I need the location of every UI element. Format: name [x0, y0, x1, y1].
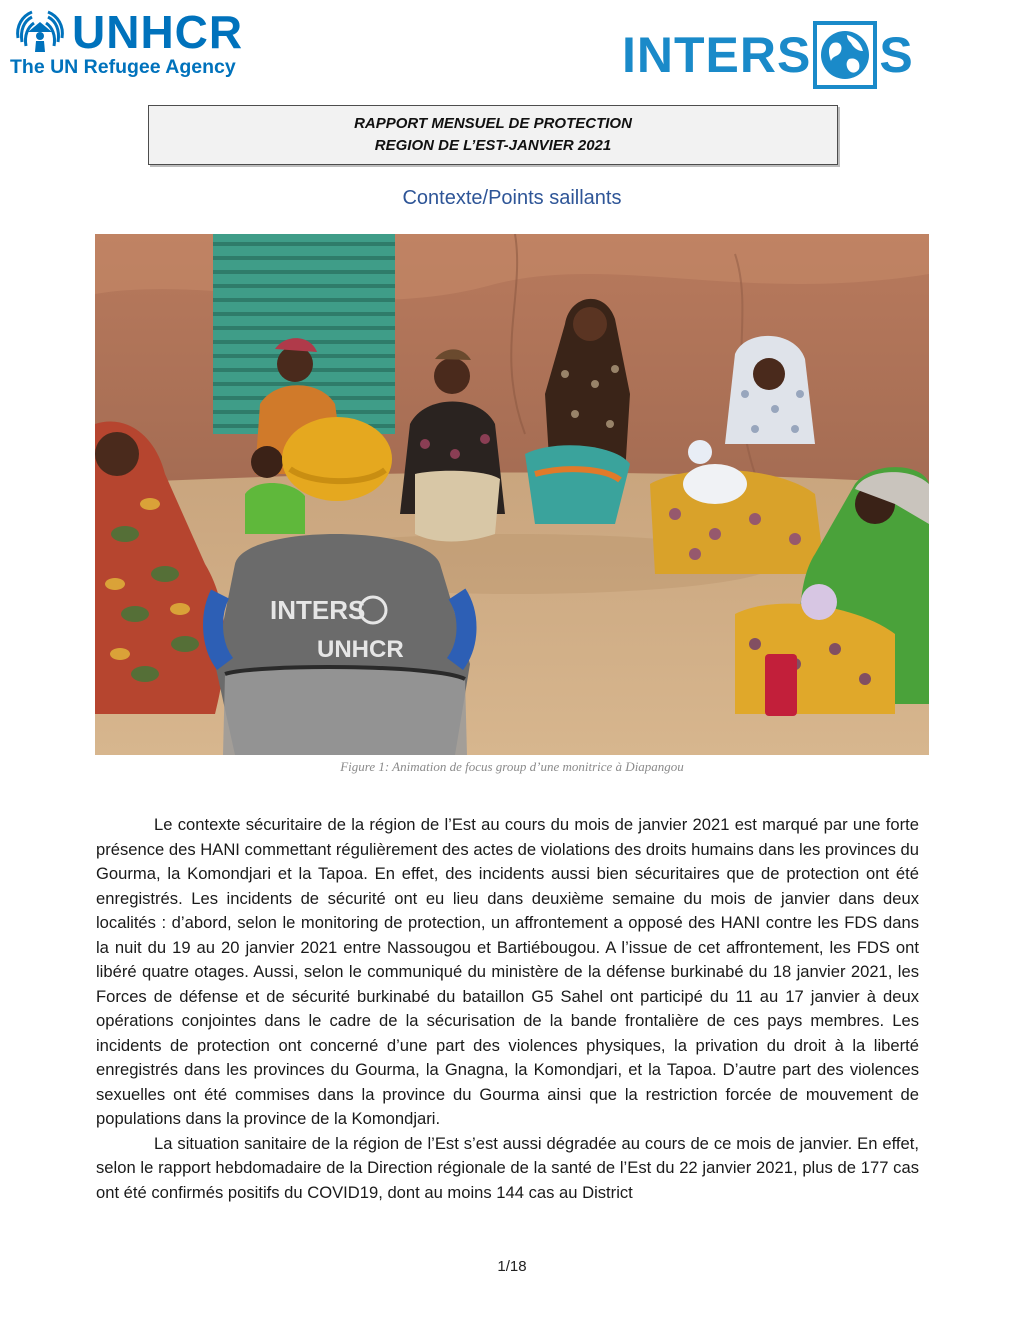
report-title-box: [148, 105, 838, 165]
vest-unhcr-text: UNHCR: [317, 636, 404, 663]
report-title-line-1: RAPPORT MENSUEL DE PROTECTION: [354, 115, 632, 132]
intersos-wordmark-left: INTERS: [622, 27, 812, 83]
paragraph-1: Le contexte sécuritaire de la région de l’Est au cours du mois de janvier 2021 est marqué par une forte présence des HANI commettant régulièrement des actes de violations des droits humains dans les provinces du Gourma, la Komondjari et la Tapoa. En effet, des incidents aussi bien sécuritaires que de protection ont été enregistrés. Les incidents de sécurité ont eu lieu dans deuxième semaine du mois de janvier dans deux localités : d’abord, selon le monitoring de protection, un affrontement a opposé des HANI contre les FDS dans la nuit du 19 au 20 janvier 2021 entre Nassougou et Bartiébougou. A l’issue de cet affrontement, les FDS ont libéré quatre otages. Aussi, selon le communiqué du ministère de la défense burkinabé du 18 janvier 2021, les Forces de défense et de sécurité burkinabé du bataillon G5 Sahel ont participé du 11 au 17 janvier à deux opérations conjointes dans le cadre de la sécurisation de la bande frontalière de ces pays membres. Les incidents de protection ont concerné d’une part des violences physiques, la privation du droit à la liberté enregistrés dans les provinces du Gourma, la Gnagna, la Komondjari, et la Tapoa. D’autre part des violences sexuelles ont été commises dans la province du Gourma ainsi que la restriction forcée de mouvement de populations dans la province de la Komondjari.: [96, 815, 919, 1128]
intersos-globe-icon: [813, 21, 877, 89]
unhcr-tagline: The UN Refugee Agency: [10, 56, 236, 78]
report-title-line-2: REGION DE L’EST-JANVIER 2021: [374, 137, 612, 154]
unhcr-wordmark: UNHCR: [72, 6, 244, 58]
figure-caption: Figure 1: Animation de focus group d’une monitrice à Diapangou: [340, 759, 684, 774]
body-text: [96, 813, 919, 1205]
section-heading: Contexte/Points saillants: [402, 187, 622, 209]
intersos-logo: [622, 20, 914, 90]
paragraph-2: La situation sanitaire de la région de l’Est s’est aussi dégradée au cours de ce mois de janvier. En effet, selon le rapport hebdomadaire de la Direction régionale de la santé de l’Est du 22 janvier 2021, plus de 177 cas ont été confirmés positifs du COVID19, dont au moins 144 cas au District: [96, 1133, 919, 1202]
focus-group-photo: [95, 234, 929, 755]
vest-intersos-text: INTERS: [270, 595, 366, 625]
intersos-wordmark-right: S: [879, 27, 914, 83]
unhcr-emblem-icon: [10, 8, 70, 56]
unhcr-logo: [10, 8, 280, 80]
page-number: 1/18: [497, 1258, 527, 1275]
